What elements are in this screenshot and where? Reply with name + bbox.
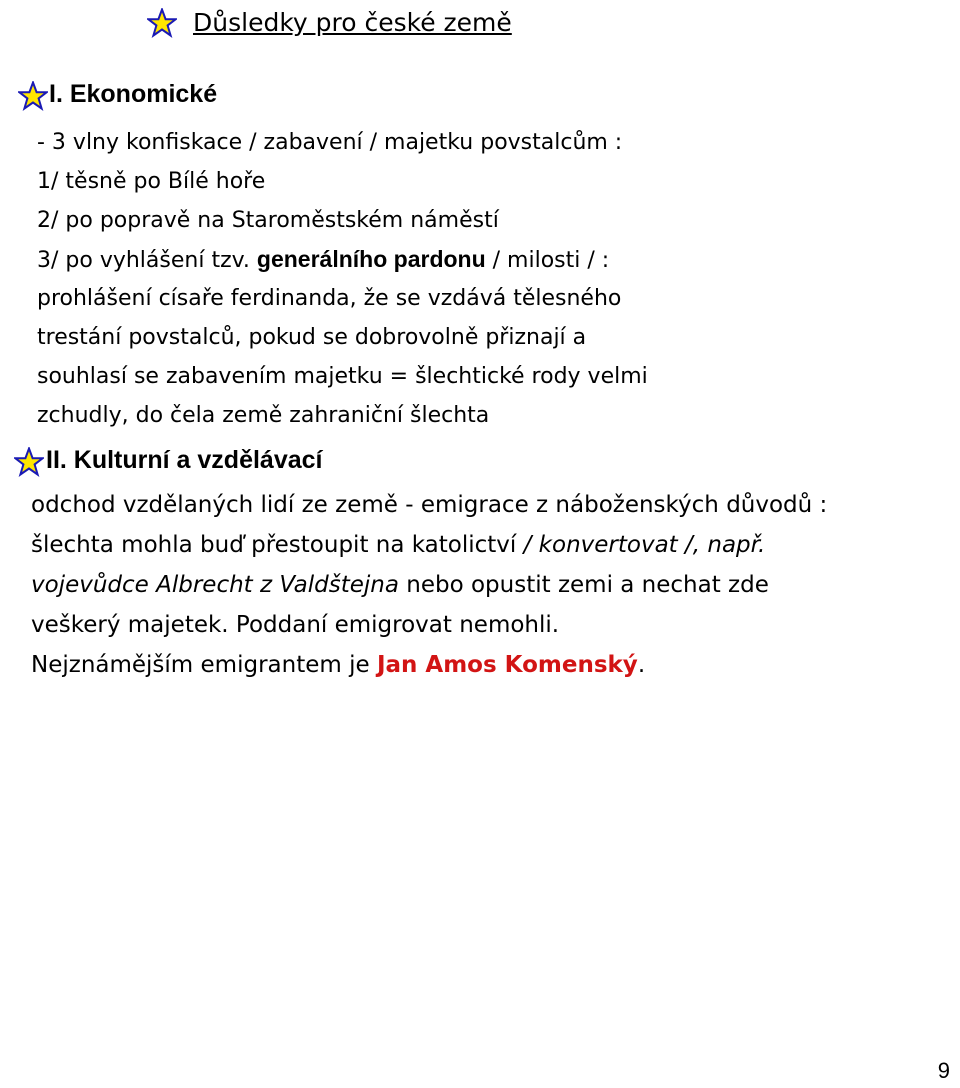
economic-line: zchudly, do čela země zahraniční šlechta: [37, 403, 490, 428]
economic-line: trestání povstalců, pokud se dobrovolně přiznají a: [37, 325, 587, 350]
economic-line-pardon: [37, 240, 648, 279]
page-number: 9: [937, 1058, 950, 1083]
economic-line: 2/ po popravě na Staroměstském náměstí: [37, 208, 499, 233]
cultural-line-komensky: [31, 645, 827, 685]
economic-line: - 3 vlny konfiskace / zabavení / majetku povstalcům :: [37, 130, 623, 155]
section-economic-heading: I. Ekonomické: [49, 80, 218, 108]
cultural-line-komensky-post: .: [637, 652, 646, 678]
economic-line-pardon-post: / milosti / :: [485, 248, 610, 273]
section-economic-star-icon: [18, 81, 48, 111]
cultural-line-nobility-pre: šlechta mohla buď přestoupit na katolictví: [31, 532, 524, 558]
economic-line: prohlášení císaře ferdinanda, že se vzdává tělesného: [37, 286, 622, 311]
komensky-name: Jan Amos Komenský: [376, 652, 638, 678]
cultural-line-komensky-pre: Nejznámějším emigrantem je: [31, 652, 377, 678]
section-cultural-heading: II. Kulturní a vzdělávací: [46, 446, 323, 474]
cultural-line-wallenstein: [31, 565, 827, 605]
section-economic-body: [37, 123, 648, 435]
economic-line: souhlasí se zabavením majetku = šlechtické rody velmi: [37, 364, 648, 389]
page-title: Důsledky pro české země: [193, 8, 512, 37]
cultural-line: veškerý majetek. Poddaní emigrovat nemohli.: [31, 612, 560, 638]
cultural-line-wallenstein-post: nebo opustit zemi a nechat zde: [398, 572, 769, 598]
section-cultural-star-icon: [14, 447, 44, 477]
general-pardon-term: generálního pardonu: [256, 246, 486, 272]
cultural-line-nobility-italic: / konvertovat /, např.: [523, 532, 766, 558]
cultural-line-nobility: [31, 525, 827, 565]
economic-line-pardon-pre: 3/ po vyhlášení tzv.: [37, 248, 257, 273]
title-star-icon: [147, 8, 177, 38]
wallenstein-term: vojevůdce Albrecht z Valdštejna: [31, 572, 399, 598]
economic-line: 1/ těsně po Bílé hoře: [37, 169, 266, 194]
section-cultural-body: [31, 485, 827, 685]
cultural-line: odchod vzdělaných lidí ze země - emigrace z náboženských důvodů :: [31, 492, 828, 518]
